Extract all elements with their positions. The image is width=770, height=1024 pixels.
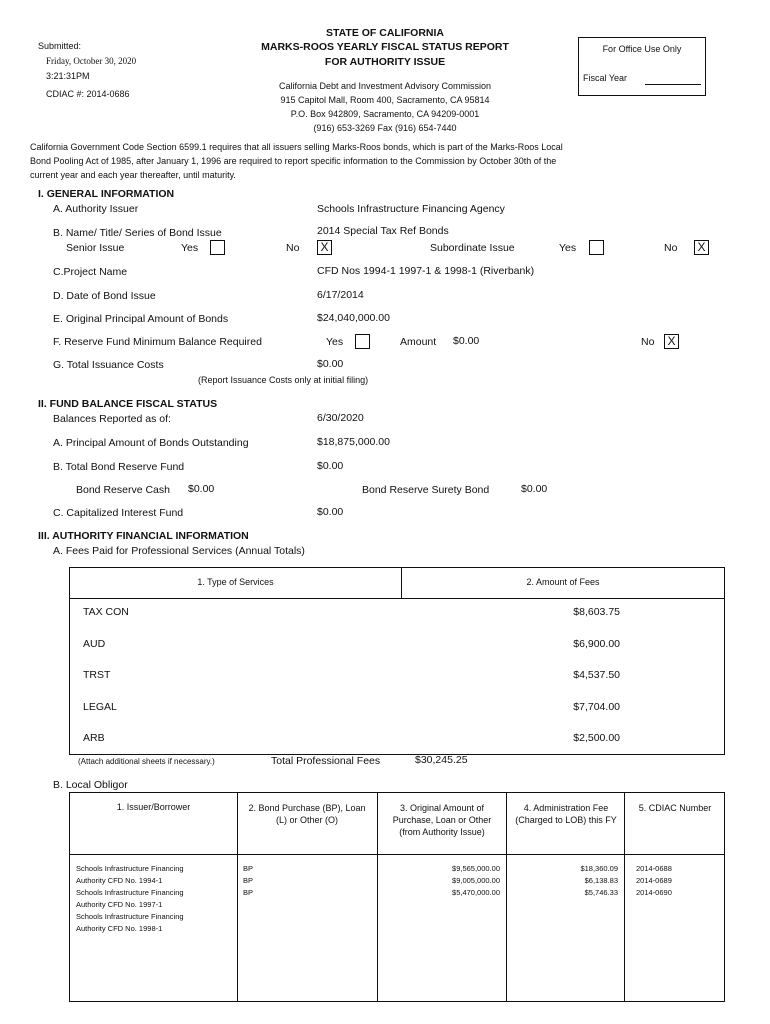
project-name-value: CFD Nos 1994-1 1997-1 & 1998-1 (Riverbank) [317, 265, 535, 277]
date-of-issue-value: 6/17/2014 [317, 289, 364, 301]
subordinate-yes-checkbox[interactable] [589, 240, 604, 255]
obligor-fee-row-1: $18,360.09 [580, 864, 618, 873]
reserve-amount-label: Amount [400, 336, 437, 348]
subordinate-issue-label: Subordinate Issue [430, 242, 515, 254]
obligor-col-divider-4 [624, 793, 625, 1001]
fee-amount-row-5: $2,500.00 [573, 732, 620, 744]
issuance-costs-label: G. Total Issuance Costs [53, 359, 164, 371]
submitted-date: Friday, October 30, 2020 [46, 56, 137, 66]
capitalized-interest-value: $0.00 [317, 506, 344, 518]
reserve-fund-label: F. Reserve Fund Minimum Balance Required [53, 336, 262, 348]
office-use-label: For Office Use Only [602, 44, 682, 54]
office-use-box [578, 37, 706, 96]
total-fees-label: Total Professional Fees [271, 755, 381, 767]
section-financial-heading: III. AUTHORITY FINANCIAL INFORMATION [38, 530, 249, 542]
obligor-amount-column [382, 863, 500, 899]
reserve-cash-label: Bond Reserve Cash [76, 484, 170, 496]
local-obligor-label: B. Local Obligor [53, 779, 128, 791]
fiscal-year-label: Fiscal Year [583, 73, 628, 83]
fiscal-year-line [645, 84, 701, 85]
senior-no-checkbox[interactable]: X [317, 240, 332, 255]
attach-sheets-note: (Attach additional sheets if necessary.) [78, 757, 215, 766]
submitted-label: Submitted: [38, 41, 82, 51]
obligor-header-type: 2. Bond Purchase (BP), Loan (L) or Other (O) [248, 803, 366, 825]
obligor-fee-row-3: $5,746.33 [584, 888, 618, 897]
total-fees-value: $30,245.25 [415, 754, 468, 766]
obligor-col-divider-2 [377, 793, 378, 1001]
fees-header-amount: 2. Amount of Fees [526, 577, 600, 587]
bond-reserve-fund-label: B. Total Bond Reserve Fund [53, 461, 185, 473]
agency-phone: (916) 653-3269 Fax (916) 654-7440 [313, 123, 457, 133]
obligor-borrower-line-6: Authority CFD No. 1998-1 [76, 924, 163, 933]
fee-type-row-1: TAX CON [83, 606, 129, 618]
capitalized-interest-label: C. Capitalized Interest Fund [53, 507, 184, 519]
reserve-amount-value: $0.00 [453, 335, 480, 347]
report-title: MARKS-ROOS YEARLY FISCAL STATUS REPORT [261, 41, 509, 53]
submitted-time: 3:21:31PM [46, 71, 90, 81]
fee-amount-row-1: $8,603.75 [573, 606, 620, 618]
obligor-cdiac-row-3: 2014-0690 [636, 888, 672, 897]
reserve-no-checkbox[interactable]: X [664, 334, 679, 349]
section-general-heading: I. GENERAL INFORMATION [38, 188, 175, 200]
fee-type-row-3: TRST [83, 669, 111, 681]
fees-table-header-rule [70, 598, 724, 599]
subordinate-yes-label: Yes [559, 242, 577, 254]
obligor-header-rule [70, 854, 724, 855]
issuance-costs-note: (Report Issuance Costs only at initial filing) [198, 375, 369, 385]
date-of-issue-label: D. Date of Bond Issue [53, 290, 156, 302]
obligor-borrower-line-1: Schools Infrastructure Financing [76, 864, 184, 873]
obligor-col-divider-1 [237, 793, 238, 1001]
senior-issue-label: Senior Issue [66, 242, 125, 254]
balances-as-of-label: Balances Reported as of: [53, 413, 171, 425]
agency-name: California Debt and Investment Advisory Commission [278, 81, 492, 91]
original-principal-label: E. Original Principal Amount of Bonds [53, 313, 229, 325]
reserve-yes-checkbox[interactable] [355, 334, 370, 349]
issuance-costs-value: $0.00 [317, 358, 344, 370]
authority-issuer-label: A. Authority Issuer [53, 203, 139, 215]
fee-type-row-4: LEGAL [83, 701, 117, 713]
intro-line-3: current year and each year thereafter, until maturity. [30, 170, 236, 180]
fees-table [69, 567, 725, 755]
obligor-type-row-2: BP [243, 876, 254, 885]
obligor-type-column [243, 863, 253, 899]
obligor-amount-row-2: $9,005,000.00 [452, 876, 500, 885]
bond-issue-name-value: 2014 Special Tax Ref Bonds [317, 225, 449, 237]
obligor-type-row-3: BP [243, 888, 254, 897]
fee-type-row-2: AUD [83, 638, 106, 650]
report-subtitle: FOR AUTHORITY ISSUE [324, 56, 446, 68]
reserve-surety-label: Bond Reserve Surety Bond [362, 484, 490, 496]
reserve-surety-value: $0.00 [521, 483, 548, 495]
fees-header-type: 1. Type of Services [197, 577, 274, 587]
original-principal-value: $24,040,000.00 [317, 312, 390, 324]
obligor-header-admin-fee: 4. Administration Fee (Charged to LOB) this FY [515, 803, 617, 825]
section-fund-heading: II. FUND BALANCE FISCAL STATUS [38, 398, 218, 410]
senior-no-label: No [286, 242, 300, 254]
obligor-fee-row-2: $6,138.83 [584, 876, 618, 885]
obligor-header-cdiac: 5. CDIAC Number [638, 803, 712, 813]
intro-line-2: Bond Pooling Act of 1985, after January 1, 1996 are required to report specific information to the Commission by October 30th of the [30, 156, 557, 166]
bond-reserve-fund-value: $0.00 [317, 460, 344, 472]
fee-amount-row-3: $4,537.50 [573, 669, 620, 681]
state-title: STATE OF CALIFORNIA [325, 27, 445, 39]
obligor-borrower-line-2: Authority CFD No. 1994-1 [76, 876, 163, 885]
senior-yes-checkbox[interactable] [210, 240, 225, 255]
obligor-borrower-line-4: Authority CFD No. 1997-1 [76, 900, 163, 909]
obligor-header-original: 3. Original Amount of Purchase, Loan or Other (from Authority Issue) [392, 803, 492, 837]
obligor-header-borrower: 1. Issuer/Borrower [116, 802, 191, 812]
principal-outstanding-label: A. Principal Amount of Bonds Outstanding [53, 437, 249, 449]
fees-paid-label: A. Fees Paid for Professional Services (Annual Totals) [53, 545, 305, 557]
obligor-borrower-line-3: Schools Infrastructure Financing [76, 888, 184, 897]
obligor-amount-row-1: $9,565,000.00 [452, 864, 500, 873]
project-name-label: C.Project Name [53, 266, 128, 278]
agency-address: 915 Capitol Mall, Room 400, Sacramento, CA 95814 [280, 95, 490, 105]
subordinate-no-checkbox[interactable]: X [694, 240, 709, 255]
balances-as-of-value: 6/30/2020 [317, 412, 364, 424]
fee-amount-row-4: $7,704.00 [573, 701, 620, 713]
reserve-yes-label: Yes [326, 336, 344, 348]
fee-type-row-5: ARB [83, 732, 105, 744]
principal-outstanding-value: $18,875,000.00 [317, 436, 390, 448]
obligor-fee-column [511, 863, 618, 899]
obligor-col-divider-3 [506, 793, 507, 1001]
obligor-cdiac-row-2: 2014-0689 [636, 876, 672, 885]
reserve-cash-value: $0.00 [188, 483, 215, 495]
senior-yes-label: Yes [181, 242, 199, 254]
obligor-cdiac-column [636, 863, 672, 899]
obligor-borrower-line-5: Schools Infrastructure Financing [76, 912, 184, 921]
cdiac-number: CDIAC #: 2014-0686 [46, 89, 130, 99]
intro-line-1: California Government Code Section 6599.1 requires that all issuers selling Marks-Roos bonds, which is part of the Marks-Roos Local [30, 142, 563, 152]
bond-issue-name-label: B. Name/ Title/ Series of Bond Issue [53, 227, 222, 239]
obligor-table [69, 792, 725, 1002]
fee-amount-row-2: $6,900.00 [573, 638, 620, 650]
reserve-no-label: No [641, 336, 655, 348]
obligor-cdiac-row-1: 2014-0688 [636, 864, 672, 873]
authority-issuer-value: Schools Infrastructure Financing Agency [317, 203, 505, 215]
obligor-type-row-1: BP [243, 864, 254, 873]
agency-po-box: P.O. Box 942809, Sacramento, CA 94209-0001 [290, 109, 480, 119]
obligor-borrowers [76, 863, 184, 935]
obligor-amount-row-3: $5,470,000.00 [452, 888, 500, 897]
subordinate-no-label: No [664, 242, 678, 254]
